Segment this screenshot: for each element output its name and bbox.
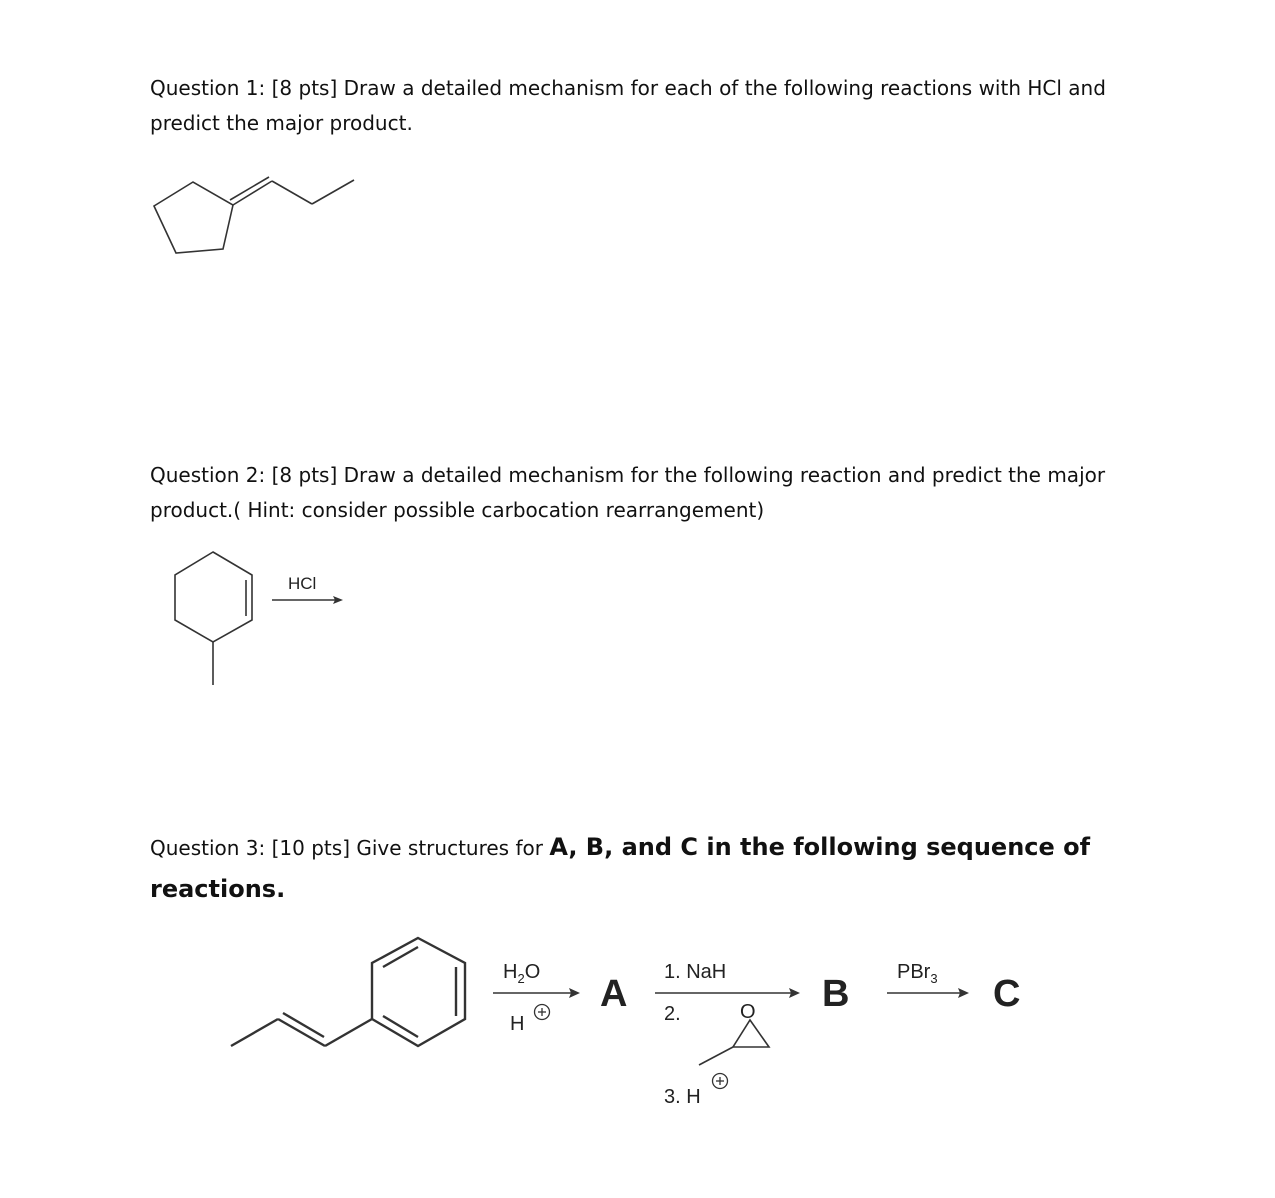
step-2-arrow	[655, 961, 800, 1108]
step-3-arrow	[887, 961, 969, 998]
question-3-bold: A, B, and C in the following sequence of reactions.	[150, 833, 1091, 903]
product-a-label: A	[600, 973, 628, 1015]
methylcyclohexene-structure	[175, 552, 252, 685]
product-b-label: B	[822, 973, 850, 1015]
propenylbenzene-structure	[231, 938, 465, 1046]
acid-h-label: H	[510, 1013, 525, 1035]
step-1-arrow	[493, 961, 580, 1035]
epoxide-oxygen-label: O	[740, 1001, 756, 1023]
question-2-text: Question 2: [8 pts] Draw a detailed mechanism for the following reaction and predict the major product.( Hint: consider possible carbocation rearrangement)	[150, 463, 1106, 522]
step-2-line-2: 2.	[664, 1003, 681, 1025]
hcl-reaction-arrow	[272, 574, 343, 604]
water-reagent-label: $H_2O$	[503, 961, 541, 986]
pbr3-reagent-label: PBr$_3$	[897, 961, 938, 986]
propylidene-cyclopentane-structure	[154, 177, 354, 253]
product-c-label: C	[993, 973, 1021, 1015]
epoxide-ring-icon	[733, 1020, 769, 1047]
question-1-text: Question 1: [8 pts] Draw a detailed mechanism for each of the following reactions with HCl and predict the major product.	[150, 76, 1106, 135]
step-2-line-1: 1. NaH	[664, 961, 727, 983]
hcl-reagent-label: HCl	[288, 574, 317, 593]
question-3-prefix: Question 3: [10 pts] Give structures for	[150, 836, 550, 860]
step-2-line-3: 3. H	[664, 1086, 701, 1108]
